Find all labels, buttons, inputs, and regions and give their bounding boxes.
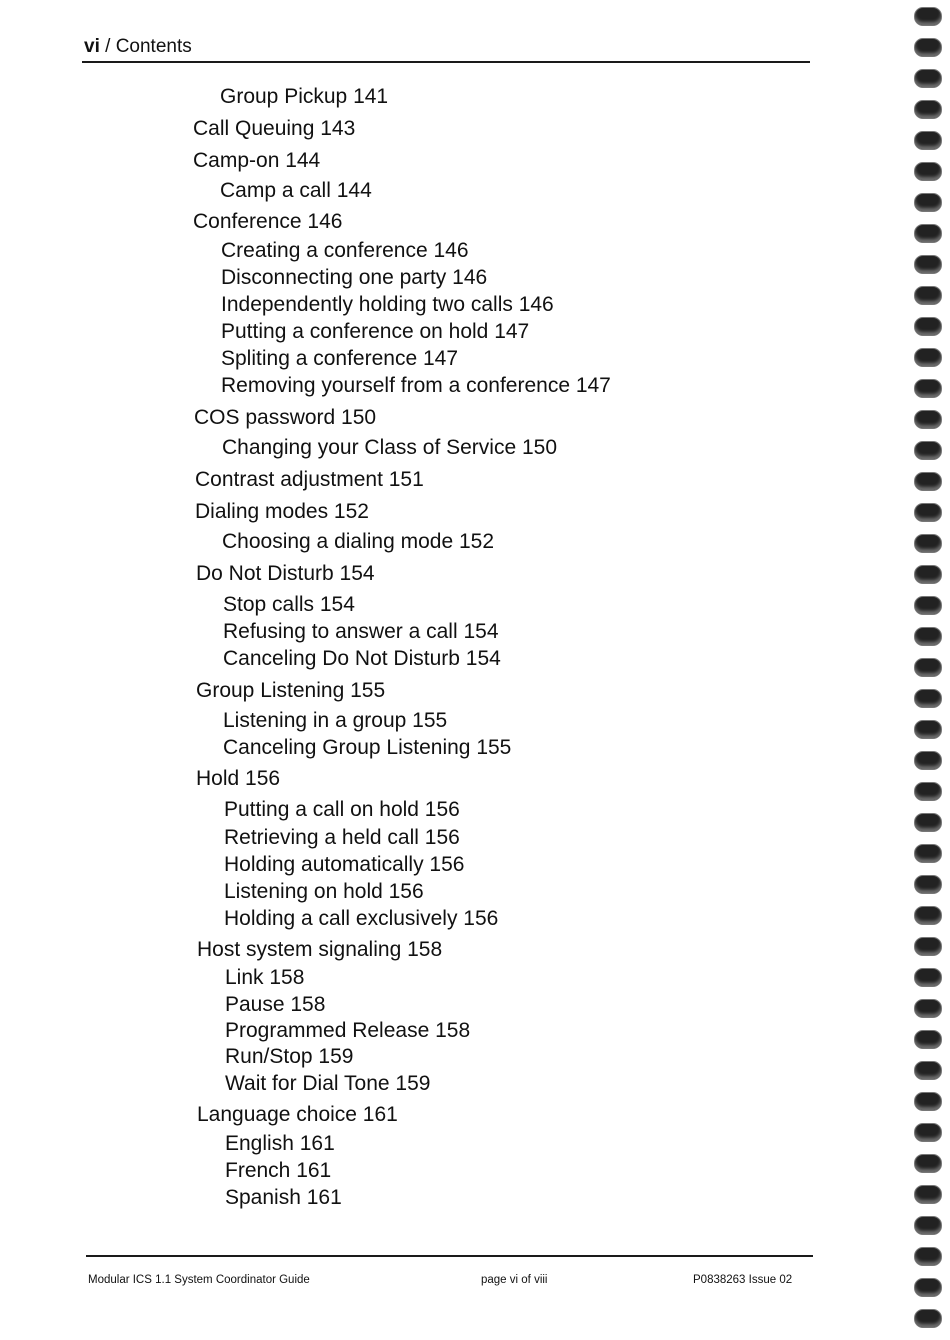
binding-ring — [914, 348, 942, 367]
binding-ring — [914, 596, 942, 615]
binding-ring — [914, 875, 942, 894]
binding-ring — [914, 1247, 942, 1266]
toc-entry[interactable]: Group Listening 155 — [196, 679, 386, 702]
toc-entry[interactable]: Wait for Dial Tone 159 — [225, 1072, 431, 1095]
binding-ring — [914, 1061, 942, 1080]
binding-ring — [914, 844, 942, 863]
binding-ring — [914, 162, 942, 181]
binding-ring — [914, 193, 942, 212]
toc-entry[interactable]: Listening on hold 156 — [224, 880, 424, 903]
binding-ring — [914, 1092, 942, 1111]
binding-ring — [914, 379, 942, 398]
toc-entry[interactable]: Removing yourself from a conference 147 — [221, 374, 611, 397]
toc-entry[interactable]: Changing your Class of Service 150 — [222, 436, 558, 459]
footer-rule — [86, 1255, 813, 1257]
binding-ring — [914, 782, 942, 801]
binding-ring — [914, 503, 942, 522]
binding-ring — [914, 1216, 942, 1235]
toc-entry[interactable]: Language choice 161 — [197, 1103, 398, 1126]
toc-entry[interactable]: Link 158 — [225, 966, 305, 989]
binding-ring — [914, 658, 942, 677]
toc-entry[interactable]: Group Pickup 141 — [220, 85, 389, 108]
binding-ring — [914, 720, 942, 739]
toc-entry[interactable]: Putting a conference on hold 147 — [221, 320, 530, 343]
binding-ring — [914, 441, 942, 460]
toc-entry[interactable]: Holding automatically 156 — [224, 853, 465, 876]
page-numeral: vi — [84, 36, 100, 57]
binding-ring — [914, 286, 942, 305]
binding-ring — [914, 100, 942, 119]
toc-entry[interactable]: Call Queuing 143 — [193, 117, 356, 140]
toc-entry[interactable]: COS password 150 — [194, 406, 377, 429]
toc-entry[interactable]: Independently holding two calls 146 — [221, 293, 554, 316]
toc-entry[interactable]: Stop calls 154 — [223, 593, 355, 616]
toc-entry[interactable]: English 161 — [225, 1132, 335, 1155]
toc-entry[interactable]: Contrast adjustment 151 — [195, 468, 424, 491]
binding-ring — [914, 751, 942, 770]
binding-ring — [914, 472, 942, 491]
binding-ring — [914, 131, 942, 150]
toc-entry[interactable]: Refusing to answer a call 154 — [223, 620, 499, 643]
toc-entry[interactable]: Dialing modes 152 — [195, 500, 369, 523]
toc-entry[interactable]: Spanish 161 — [225, 1186, 342, 1209]
toc-entry[interactable]: Do Not Disturb 154 — [196, 562, 375, 585]
binding-ring — [914, 1154, 942, 1173]
toc-entry[interactable]: Host system signaling 158 — [197, 938, 443, 961]
binding-ring — [914, 534, 942, 553]
binding-ring — [914, 1123, 942, 1142]
header-separator: / — [105, 36, 111, 57]
binding-ring — [914, 813, 942, 832]
toc-entry[interactable]: Putting a call on hold 156 — [224, 798, 460, 821]
toc-entry[interactable]: Choosing a dialing mode 152 — [222, 530, 495, 553]
toc-entry[interactable]: Canceling Group Listening 155 — [223, 736, 512, 759]
toc-entry[interactable]: Hold 156 — [196, 767, 281, 790]
binding-ring — [914, 7, 942, 26]
binding-ring — [914, 1185, 942, 1204]
binding-ring — [914, 410, 942, 429]
spiral-binding — [910, 0, 950, 1340]
toc-entry[interactable]: Holding a call exclusively 156 — [224, 907, 499, 930]
footer-doc-number: P0838263 Issue 02 — [693, 1274, 793, 1286]
binding-ring — [914, 689, 942, 708]
binding-ring — [914, 317, 942, 336]
binding-ring — [914, 999, 942, 1018]
binding-ring — [914, 69, 942, 88]
toc-entry[interactable]: Programmed Release 158 — [225, 1019, 471, 1042]
binding-ring — [914, 627, 942, 646]
binding-ring — [914, 1278, 942, 1297]
binding-ring — [914, 255, 942, 274]
toc-entry[interactable]: Conference 146 — [193, 210, 343, 233]
binding-ring — [914, 906, 942, 925]
toc-entry[interactable]: Disconnecting one party 146 — [221, 266, 488, 289]
binding-ring — [914, 38, 942, 57]
binding-ring — [914, 1309, 942, 1328]
toc-entry[interactable]: French 161 — [225, 1159, 332, 1182]
toc-entry[interactable]: Camp-on 144 — [193, 149, 321, 172]
toc-entry[interactable]: Run/Stop 159 — [225, 1045, 354, 1068]
toc-entry[interactable]: Camp a call 144 — [220, 179, 372, 202]
toc-entry[interactable]: Retrieving a held call 156 — [224, 826, 460, 849]
binding-ring — [914, 224, 942, 243]
toc-entry[interactable]: Spliting a conference 147 — [221, 347, 458, 370]
toc-entry[interactable]: Pause 158 — [225, 993, 326, 1016]
footer-page-label: page vi of viii — [481, 1274, 548, 1286]
page-title: Contents — [115, 36, 192, 57]
toc-entry[interactable]: Creating a conference 146 — [221, 239, 469, 262]
binding-ring — [914, 968, 942, 987]
binding-ring — [914, 1030, 942, 1049]
footer-guide-title: Modular ICS 1.1 System Coordinator Guide — [88, 1274, 310, 1286]
toc-entry[interactable]: Listening in a group 155 — [223, 709, 448, 732]
toc-entry[interactable]: Canceling Do Not Disturb 154 — [223, 647, 501, 670]
binding-ring — [914, 937, 942, 956]
binding-ring — [914, 565, 942, 584]
